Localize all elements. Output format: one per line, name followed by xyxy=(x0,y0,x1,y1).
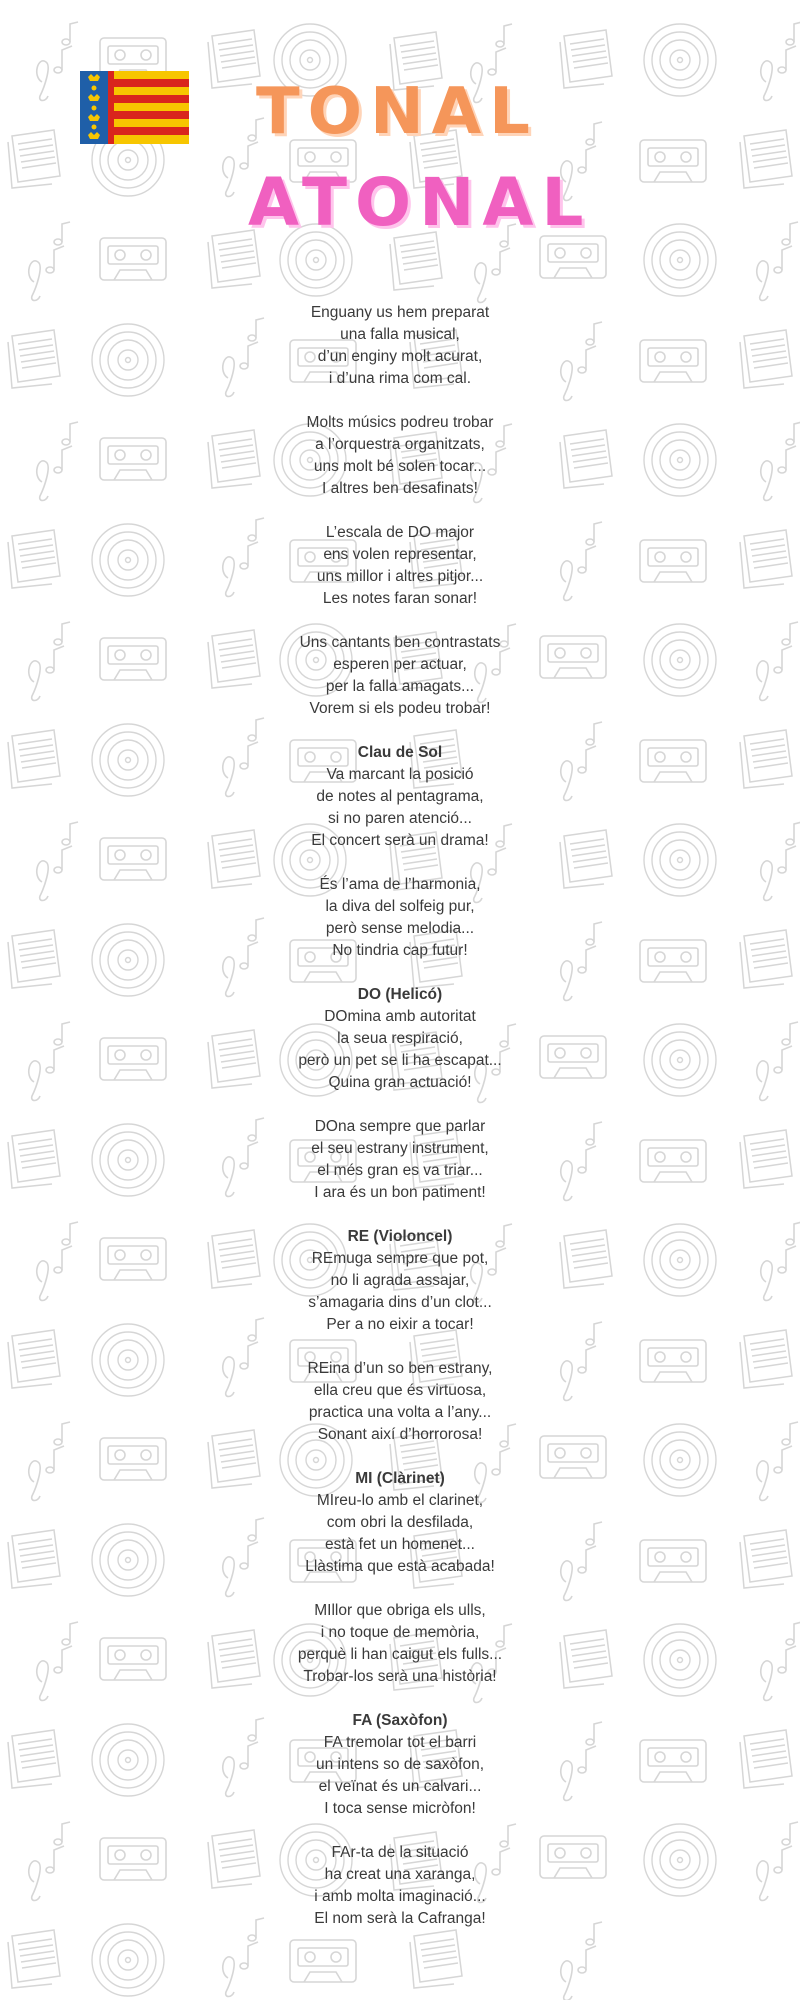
stanza xyxy=(250,302,550,390)
poem-line: MIreu-lo amb el clarinet, xyxy=(316,1492,484,1509)
poem-line: Uns cantants ben contrastats xyxy=(299,634,501,651)
poem-line: però un pet se li ha escapat... xyxy=(298,1052,502,1069)
stanza-heading: MI (Clàrinet) xyxy=(355,1470,445,1487)
title-tonal: TONAL xyxy=(256,75,538,149)
stanza xyxy=(250,1710,550,1820)
poem-line: DOna sempre que parlar xyxy=(314,1118,486,1135)
poem-line: REmuga sempre que pot, xyxy=(311,1250,489,1267)
poem-line: un intens so de saxòfon, xyxy=(315,1756,485,1773)
title-atonal: ATONAL xyxy=(248,164,592,241)
poem-line: s’amagaria dins d’un clot... xyxy=(308,1294,492,1311)
stanza xyxy=(250,1468,550,1578)
poem-line: Quina gran actuació! xyxy=(328,1074,472,1091)
stanza xyxy=(250,412,550,500)
poem-line: FAr-ta de la situació xyxy=(331,1844,469,1861)
stanza xyxy=(250,1600,550,1688)
poem-line: El nom serà la Cafranga! xyxy=(314,1910,486,1927)
poem-line: practica una volta a l’any... xyxy=(308,1404,492,1421)
stanza xyxy=(250,522,550,610)
poem-line: esperen per actuar, xyxy=(333,656,467,673)
stanza xyxy=(250,1842,550,1930)
poem-line: està fet un homenet... xyxy=(325,1536,475,1553)
poem-line: Va marcant la posició xyxy=(326,766,474,783)
stanza xyxy=(250,874,550,962)
poem-line: el veïnat és un calvari... xyxy=(318,1778,482,1795)
poem-line: Enguany us hem preparat xyxy=(310,304,490,321)
poem xyxy=(250,302,550,1952)
poem-line: la diva del solfeig pur, xyxy=(325,898,475,915)
poem-line: no li agrada assajar, xyxy=(330,1272,470,1289)
poem-line: per la falla amagats... xyxy=(325,678,475,695)
poem-line: uns molt bé solen tocar... xyxy=(313,458,487,475)
poem-line: DOmina amb autoritat xyxy=(324,1008,476,1025)
poem-line: Molts músics podreu trobar xyxy=(306,414,494,431)
poem-line: d’un enginy molt acurat, xyxy=(317,348,483,365)
poem-line: Per a no eixir a tocar! xyxy=(326,1316,474,1333)
poem-line: El concert serà un drama! xyxy=(311,832,489,849)
poem-line: És l’ama de l’harmonia, xyxy=(319,876,481,893)
poem-line: si no paren atenció... xyxy=(328,810,472,827)
poem-line: i no toque de memòria, xyxy=(320,1624,480,1641)
poem-line: Llàstima que està acabada! xyxy=(305,1558,495,1575)
poem-line: com obri la desfilada, xyxy=(326,1514,474,1531)
poem-line: a l’orquestra organitzats, xyxy=(315,436,485,453)
stanza-heading: RE (Violoncel) xyxy=(347,1228,453,1245)
poem-line: I altres ben desafinats! xyxy=(322,480,478,497)
poem-line: Vorem si els podeu trobar! xyxy=(309,700,491,717)
valencian-flag-icon xyxy=(80,71,189,144)
stanza-heading: Clau de Sol xyxy=(357,744,443,761)
stanza xyxy=(250,742,550,852)
poem-line: i amb molta imaginació... xyxy=(314,1888,486,1905)
poem-line: I toca sense micròfon! xyxy=(324,1800,476,1817)
poem-line: però sense melodia... xyxy=(325,920,475,937)
stanza xyxy=(250,984,550,1094)
poem-line: perquè li han caigut els fulls... xyxy=(297,1646,503,1663)
poem-line: ha creat una xaranga, xyxy=(324,1866,476,1883)
poem-line: ella creu que és virtuosa, xyxy=(313,1382,487,1399)
poem-line: FA tremolar tot el barri xyxy=(323,1734,477,1751)
stanza xyxy=(250,1226,550,1336)
poem-line: Sonant així d’horrorosa! xyxy=(317,1426,483,1443)
stanza xyxy=(250,1358,550,1446)
stanza xyxy=(250,1116,550,1204)
poem-line: el més gran es va triar... xyxy=(317,1162,483,1179)
poem-line: Les notes faran sonar! xyxy=(322,590,478,607)
poem-line: REina d’un so ben estrany, xyxy=(307,1360,493,1377)
poem-line: la seua respiració, xyxy=(337,1030,463,1047)
poem-line: uns millor i altres pitjor... xyxy=(316,568,484,585)
stanza xyxy=(250,632,550,720)
stanza-heading: DO (Helicó) xyxy=(357,986,443,1003)
poem-line: el seu estrany instrument, xyxy=(311,1140,489,1157)
poem-line: MIllor que obriga els ulls, xyxy=(314,1602,486,1619)
poem-line: I ara és un bon patiment! xyxy=(314,1184,486,1201)
poem-line: ens volen representar, xyxy=(323,546,477,563)
poem-line: No tindria cap futur! xyxy=(332,942,468,959)
poem-line: una falla musical, xyxy=(340,326,460,343)
stanza-heading: FA (Saxòfon) xyxy=(352,1712,448,1729)
poem-line: Trobar-los serà una història! xyxy=(303,1668,497,1685)
poem-line: de notes al pentagrama, xyxy=(316,788,484,805)
poem-line: i d’una rima com cal. xyxy=(328,370,472,387)
poem-line: L’escala de DO major xyxy=(325,524,475,541)
